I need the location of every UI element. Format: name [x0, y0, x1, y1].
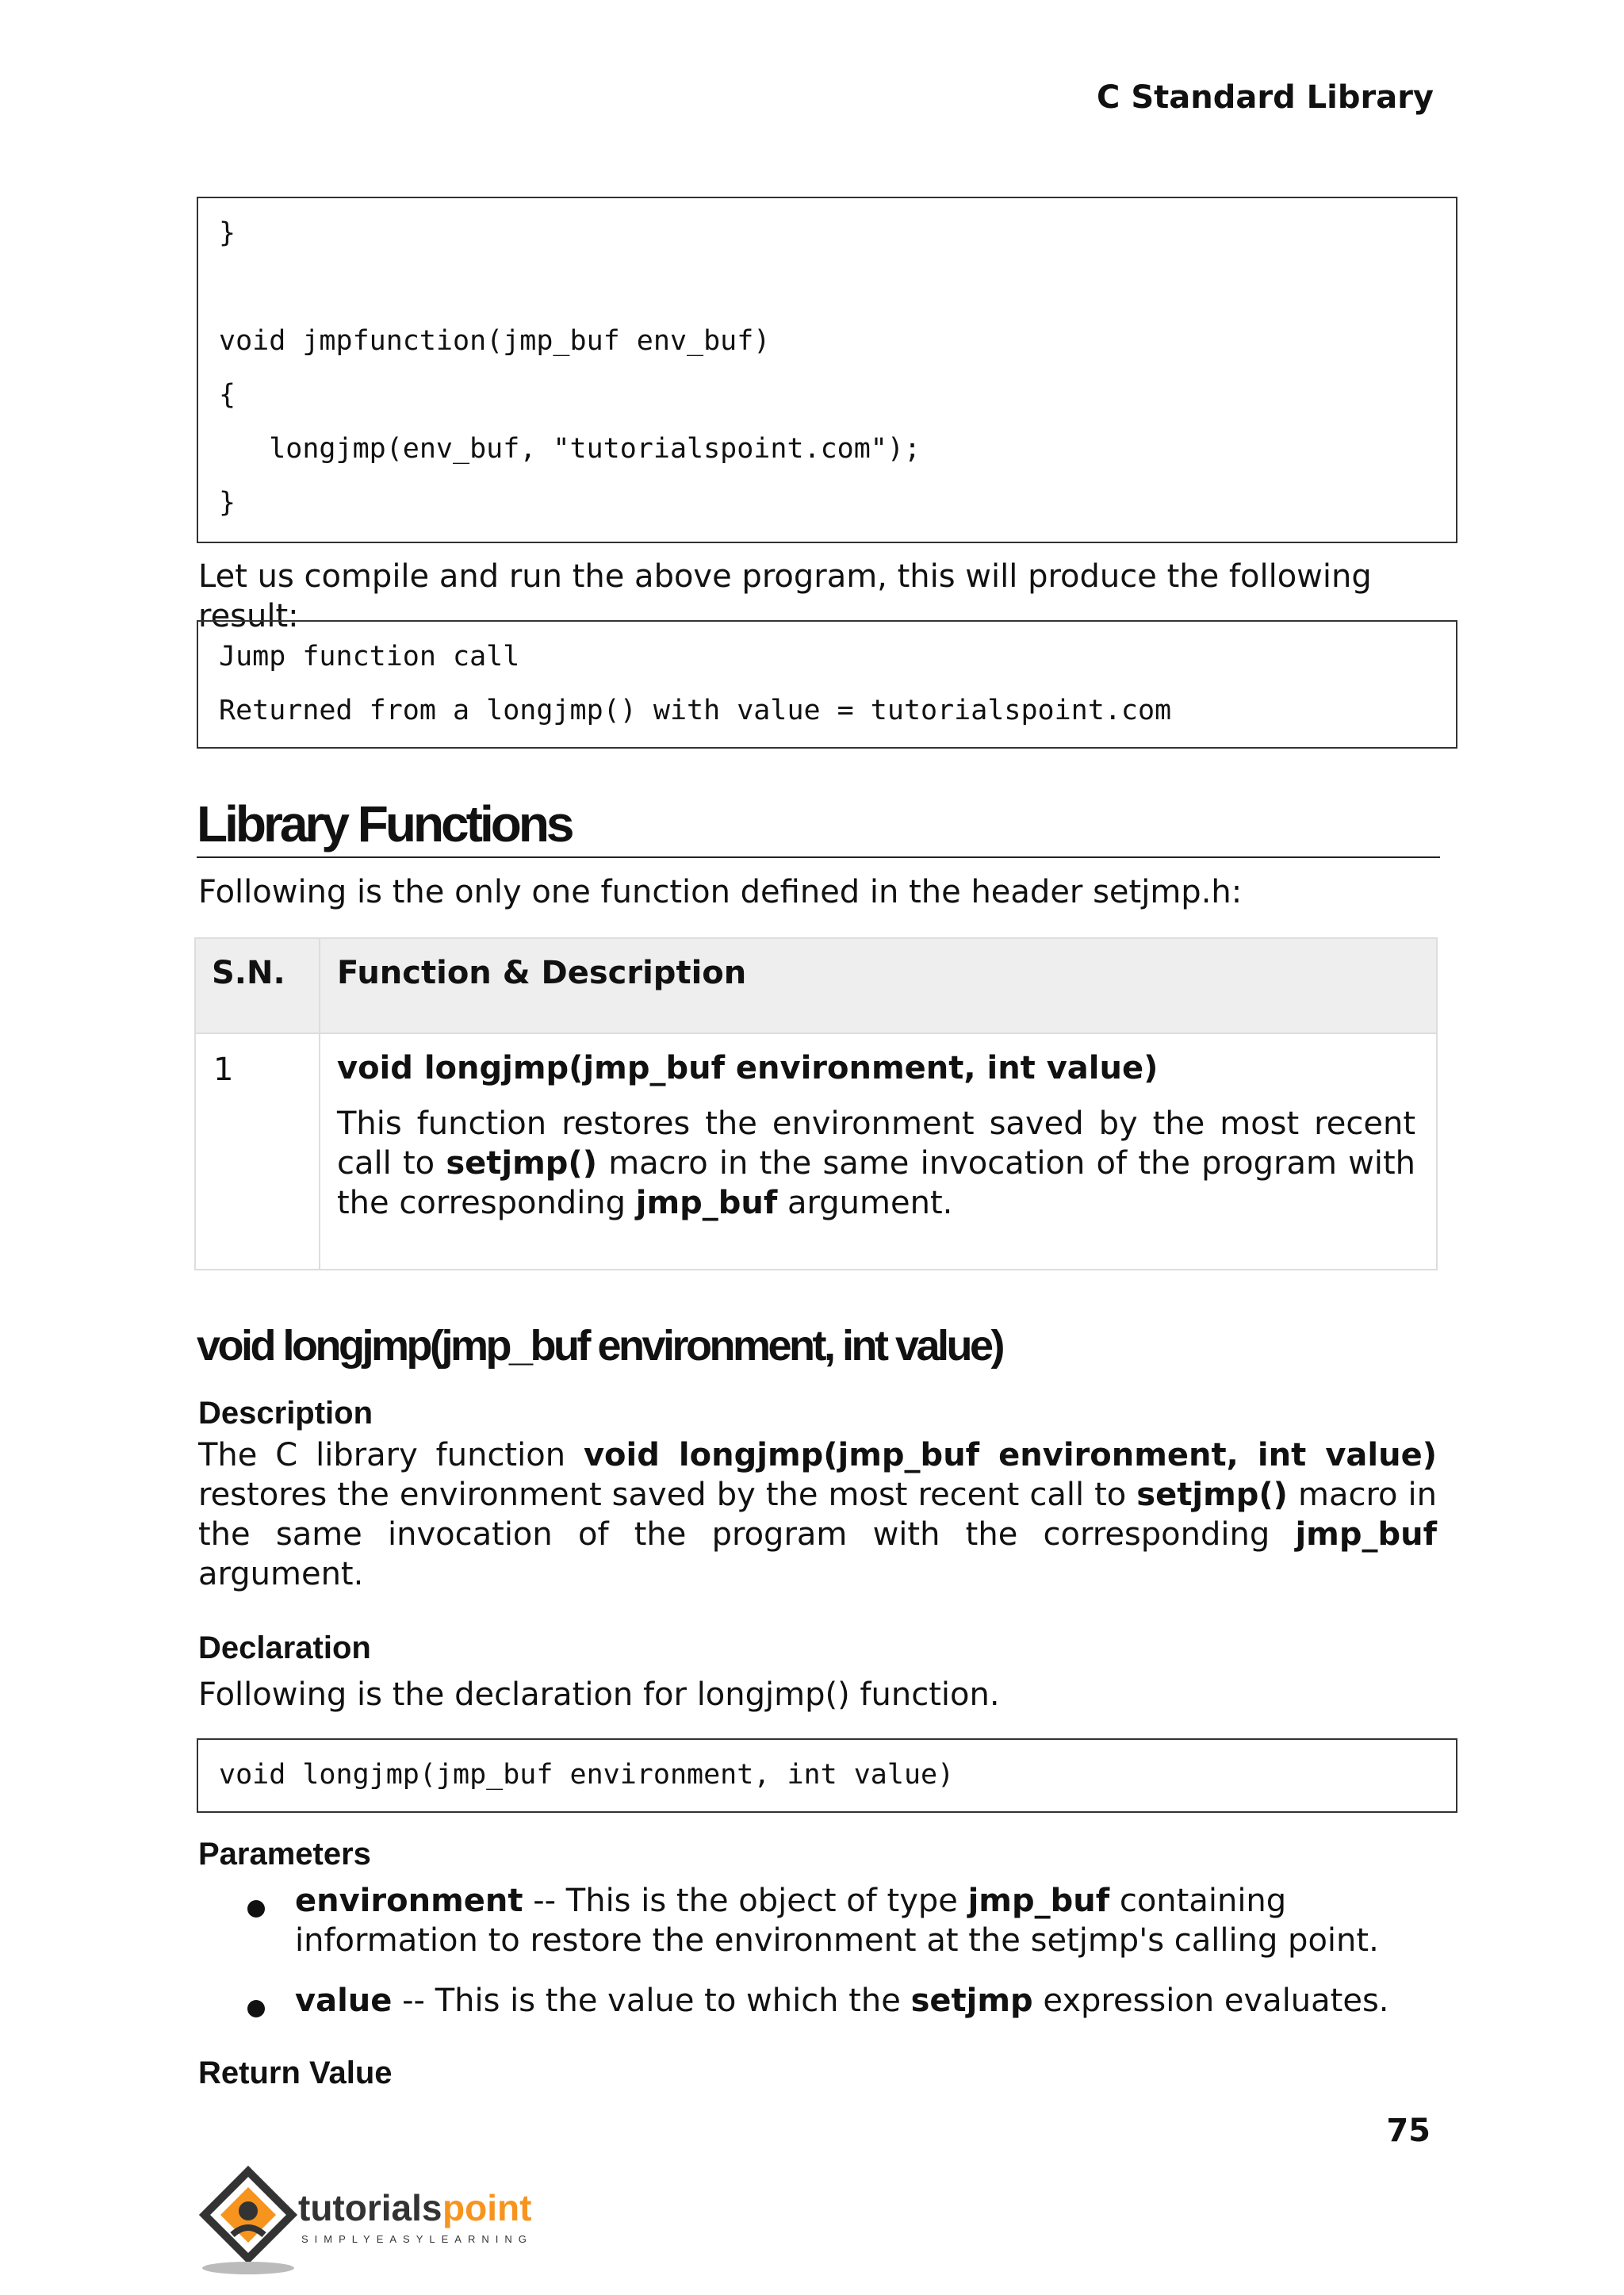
table-header-function: Function & Description	[337, 955, 747, 991]
table-header-sn: S.N.	[212, 955, 285, 991]
text: argument.	[198, 1556, 364, 1592]
output-block	[197, 620, 1457, 749]
text: The C library function	[198, 1437, 584, 1473]
text: macro in the same invocation of the program with the corresponding	[198, 1477, 1437, 1553]
description-text: argument.	[777, 1185, 953, 1221]
section-heading: Library Functions	[197, 795, 572, 852]
parameter-item	[295, 1881, 1437, 1960]
page-number: 75	[1386, 2113, 1431, 2149]
result-intro: Let us compile and run the above program, this will produce the following result:	[198, 558, 1372, 634]
text: restores the environment saved by the most recent call to	[198, 1477, 1137, 1513]
output-line: Returned from a longjmp() with value = tutorialspoint.com	[219, 695, 1172, 726]
bold-text: jmp_buf	[1295, 1516, 1437, 1553]
tutorialspoint-logo	[197, 2163, 577, 2282]
heading-rule	[197, 856, 1440, 858]
description-paragraph	[198, 1435, 1437, 1594]
bold-text: void longjmp(jmp_buf environment, int value)	[583, 1437, 1437, 1473]
description-bold-jmpbuf: jmp_buf	[635, 1185, 778, 1221]
code-block	[197, 197, 1457, 543]
table-cell-sn: 1	[213, 1052, 234, 1088]
bullet-icon	[247, 2000, 265, 2017]
description-label: Description	[198, 1396, 373, 1431]
bullet-icon	[247, 1900, 265, 1918]
bold-text: setjmp()	[1136, 1477, 1288, 1513]
return-value-label: Return Value	[198, 2056, 393, 2090]
description-text: This function restores the environment saved by the most recent call to	[337, 1105, 1415, 1182]
text: expression evaluates.	[1032, 1983, 1389, 2019]
table-cell-function: void longjmp(jmp_buf environment, int value)	[337, 1050, 1159, 1086]
page-header-title: C Standard Library	[1097, 79, 1434, 116]
code-line: void longjmp(jmp_buf environment, int value)	[219, 1759, 955, 1791]
declaration-label: Declaration	[198, 1630, 371, 1665]
output-line: Jump function call	[219, 641, 520, 672]
code-line: void jmpfunction(jmp_buf env_buf)	[219, 325, 771, 357]
text: -- This is the value to which the	[392, 1983, 911, 2019]
declaration-code-block	[197, 1738, 1457, 1813]
parameter-name: environment	[295, 1883, 523, 1919]
section-intro: Following is the only one function defined in the header setjmp.h:	[198, 874, 1243, 910]
bold-text: setjmp	[910, 1983, 1033, 2019]
parameter-item	[295, 1981, 1437, 2021]
code-line: longjmp(env_buf, "tutorialspoint.com");	[219, 433, 921, 465]
parameters-label: Parameters	[198, 1837, 371, 1872]
bold-text: jmp_buf	[967, 1883, 1110, 1919]
logo-text-2: point	[442, 2187, 532, 2228]
logo-graphic-icon	[197, 2163, 577, 2282]
functions-table	[194, 937, 1438, 1270]
column-divider	[319, 939, 320, 1269]
code-line: }	[219, 217, 236, 249]
logo-text-1: tutorials	[298, 2187, 442, 2228]
code-line: }	[219, 487, 236, 519]
parameter-name: value	[295, 1983, 393, 2019]
declaration-intro: Following is the declaration for longjmp() function.	[198, 1676, 1000, 1713]
text: containing information to restore the environment at the setjmp's calling point.	[295, 1883, 1379, 1959]
text: -- This is the object of type	[523, 1883, 968, 1919]
table-cell-description	[337, 1104, 1415, 1223]
function-heading: void longjmp(jmp_buf environment, int value)	[197, 1322, 1003, 1370]
description-bold-setjmp: setjmp()	[446, 1145, 597, 1182]
description-text: macro in the same invocation of the program with the corresponding	[337, 1145, 1415, 1221]
code-line: {	[219, 379, 236, 411]
logo-tagline: SIMPLYEASYLEARNING	[301, 2233, 533, 2245]
